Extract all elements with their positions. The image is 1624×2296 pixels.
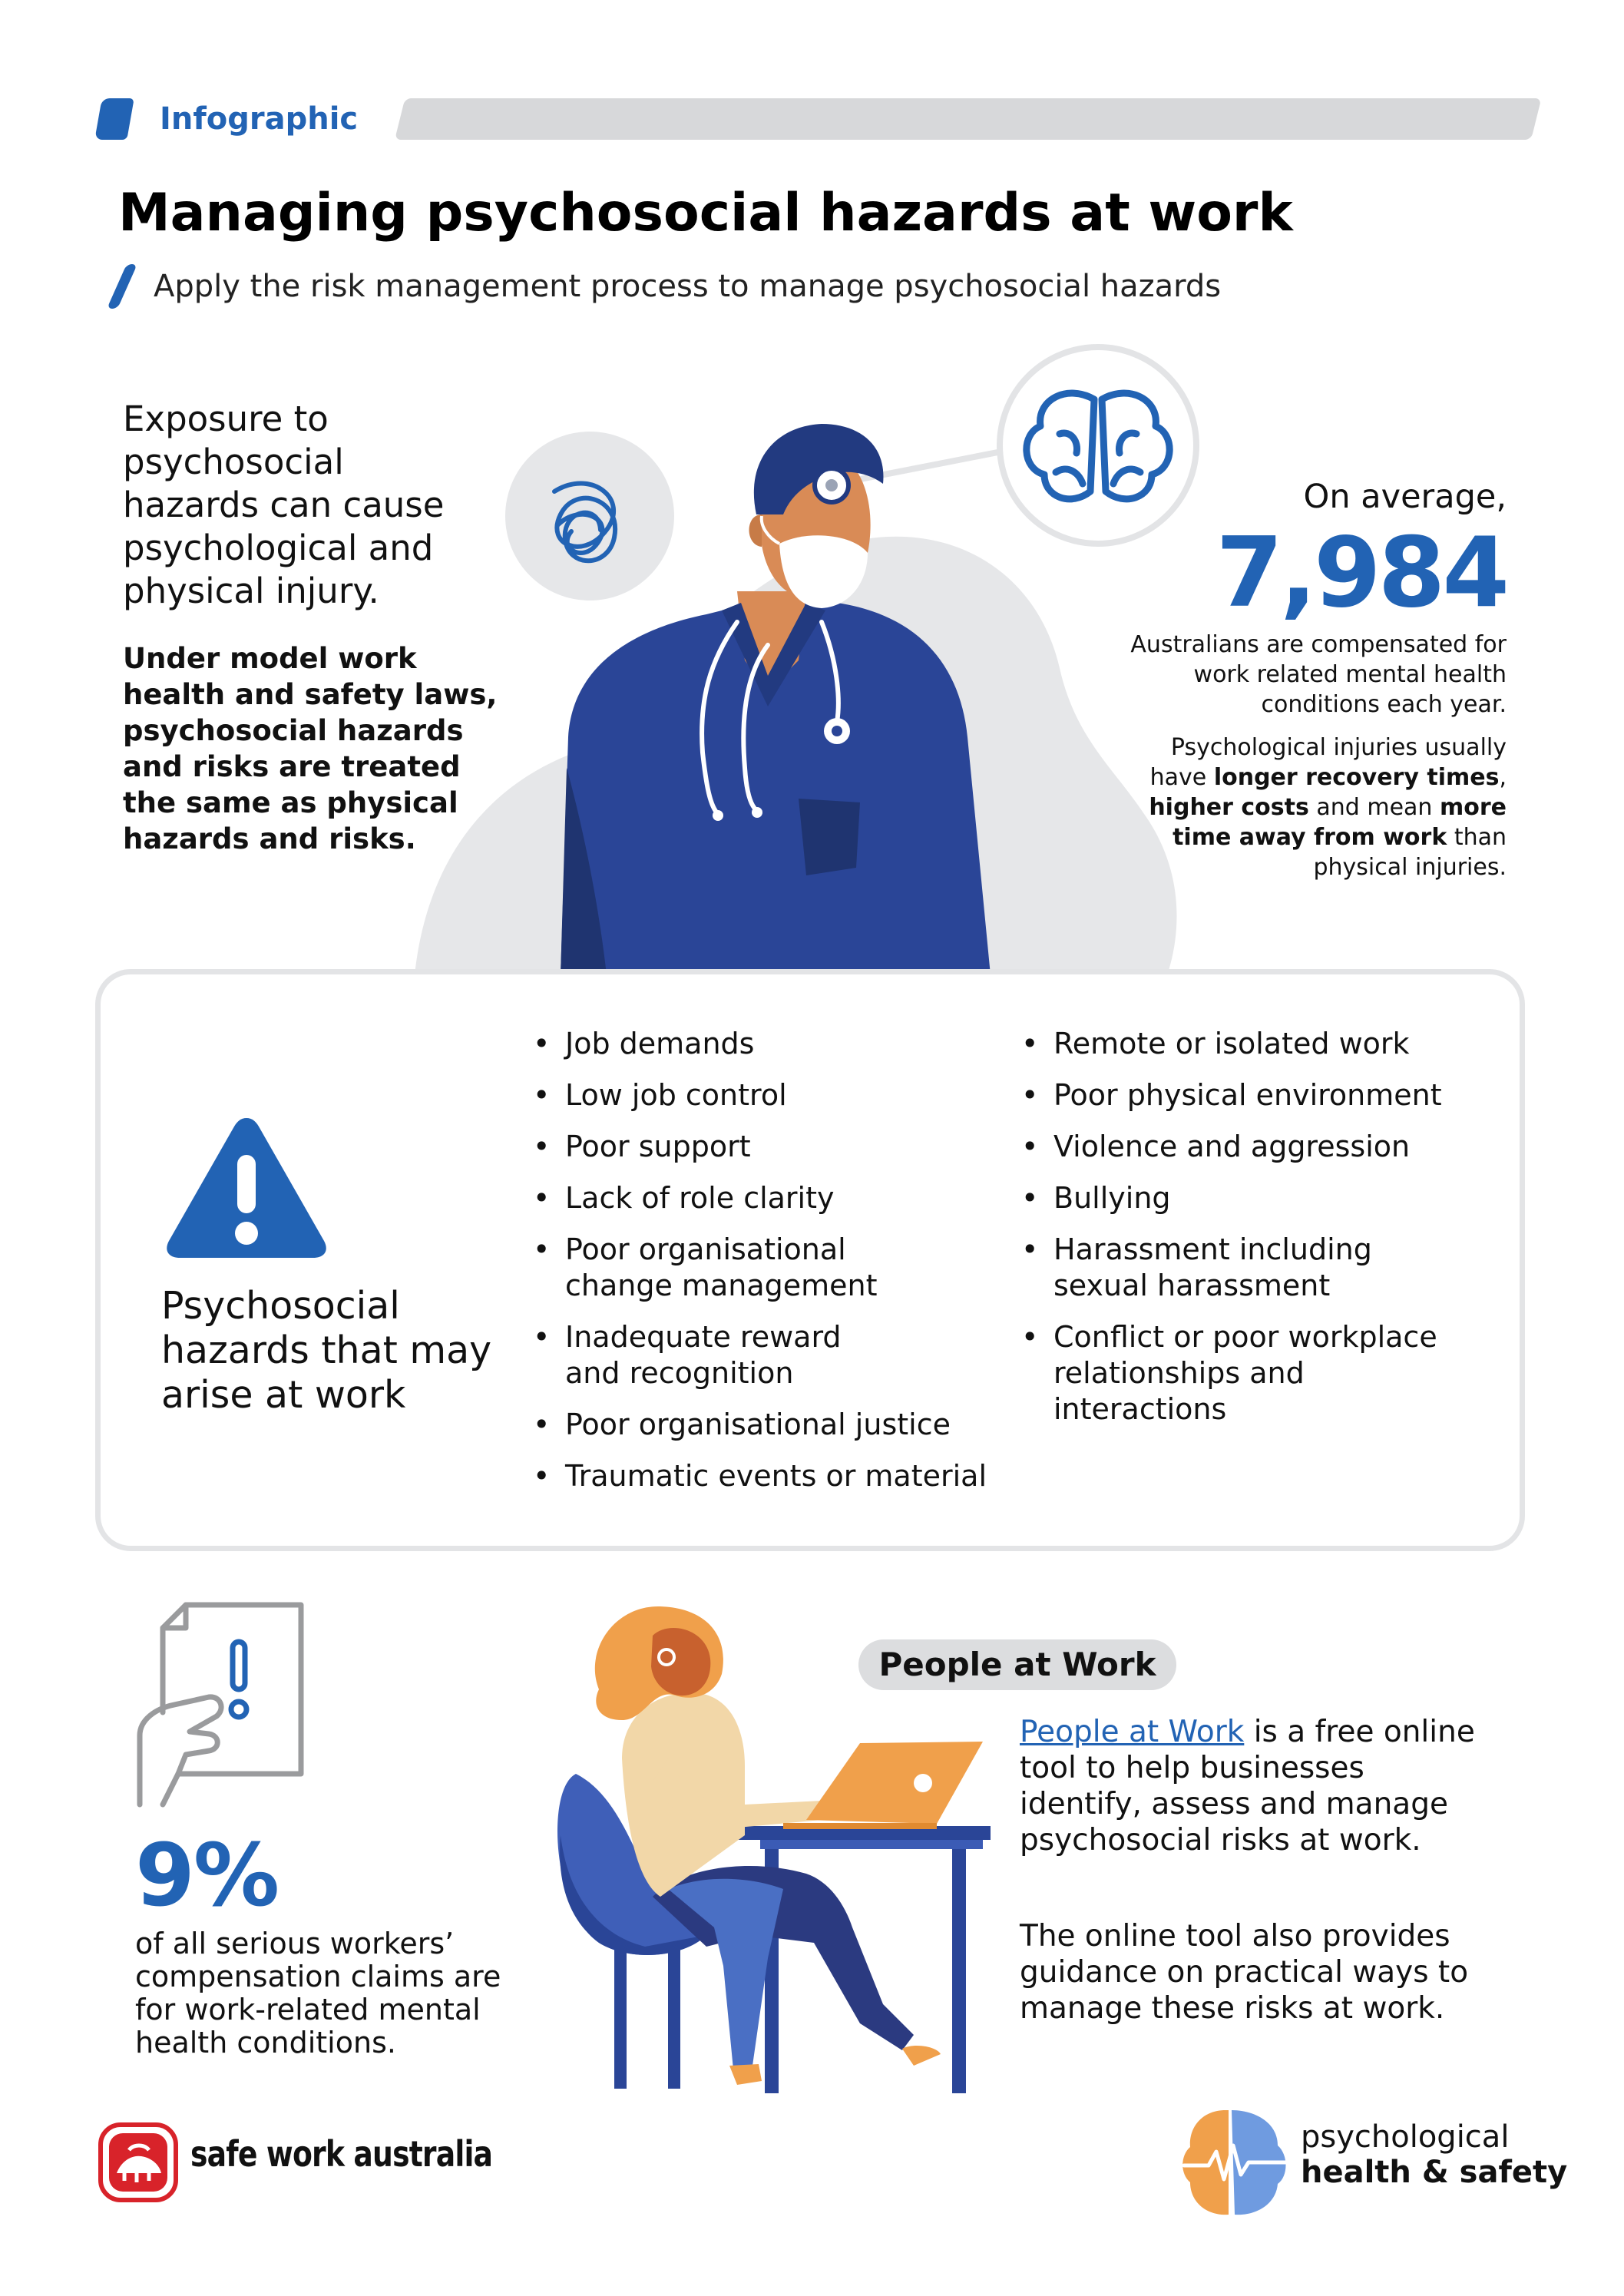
list-item: • Poor physical environment: [1020, 1077, 1496, 1113]
list-item: • Lack of role clarity: [531, 1180, 1007, 1216]
list-item: • Poor organisational justice: [531, 1407, 1007, 1443]
list-item: • Traumatic events or material: [531, 1458, 1007, 1494]
phs-logo-icon: [1179, 2104, 1290, 2219]
ear: [749, 514, 762, 547]
header-bar: [395, 98, 1541, 140]
intro-bold: Under model work health and safety laws, psychosocial hazards and risks are treated the same as physical hazards and risks.: [123, 642, 498, 855]
shoe: [729, 2064, 762, 2085]
stat-label: On average,: [1303, 478, 1507, 516]
page-subtitle: Apply the risk management process to manage psychosocial hazards: [154, 269, 1222, 304]
stat-note: Psychological injuries usually have longer recovery times, higher costs and mean more time away from work than physical injuries.: [1149, 734, 1507, 881]
people-at-work-link[interactable]: People at Work: [1020, 1715, 1245, 1749]
health-worker-illustration: [407, 338, 1213, 975]
list-item: • Violence and aggression: [1020, 1129, 1496, 1165]
people-at-work-heading: People at Work: [878, 1646, 1156, 1683]
stat-description: Australians are compensated for work related mental health conditions each year.: [1130, 631, 1507, 718]
hazards-list-2: [1020, 1026, 1496, 1443]
people-at-work-paragraph-2: The online tool also provides guidance on practical ways to manage these risks at work.: [1020, 1919, 1469, 2026]
list-item: • Low job control: [531, 1077, 1007, 1113]
claim-document-icon: [132, 1597, 310, 1814]
stat-value: 7,984: [1216, 516, 1507, 629]
infographic-tag: Infographic: [160, 101, 359, 137]
people-at-work-paragraph-1: People at Work is a free online tool to help businesses identify, assess and manage psychosocial risks at work.: [1020, 1715, 1475, 1858]
tag-marker: [94, 98, 134, 140]
intro-lead: Exposure to psychosocial hazards can cause psychological and physical injury.: [123, 399, 445, 611]
subtitle-marker: [107, 264, 137, 309]
list-item: • Poor support: [531, 1129, 1007, 1165]
swa-logo-icon: [98, 2122, 178, 2202]
list-item: • Job demands: [531, 1026, 1007, 1062]
pocket: [799, 799, 860, 875]
warning-icon: [163, 1112, 330, 1261]
hazards-list-1: [531, 1026, 1007, 1510]
phs-logo-line2: health & safety: [1301, 2155, 1568, 2190]
list-item: • Remote or isolated work: [1020, 1026, 1496, 1062]
claims-stat-description: of all serious workers’ compensation claims are for work-related mental health conditions.: [135, 1927, 501, 2059]
hazards-label: Psychosocial hazards that may arise at work: [161, 1284, 492, 1417]
list-item: • Conflict or poor workplace relationships and interactions: [1020, 1319, 1437, 1428]
list-item: • Inadequate reward and recognition: [531, 1319, 888, 1391]
list-item: • Bullying: [1020, 1180, 1496, 1216]
list-item: • Harassment including sexual harassment: [1020, 1232, 1391, 1304]
phs-logo-line1: psychological: [1301, 2119, 1510, 2155]
page-title: Managing psychosocial hazards at work: [118, 183, 1293, 243]
swa-logo-text: safe work australia: [190, 2133, 493, 2175]
laptop: [806, 1742, 983, 1824]
list-item: • Poor organisational change management: [531, 1232, 934, 1304]
claims-stat-value: 9%: [135, 1826, 279, 1926]
